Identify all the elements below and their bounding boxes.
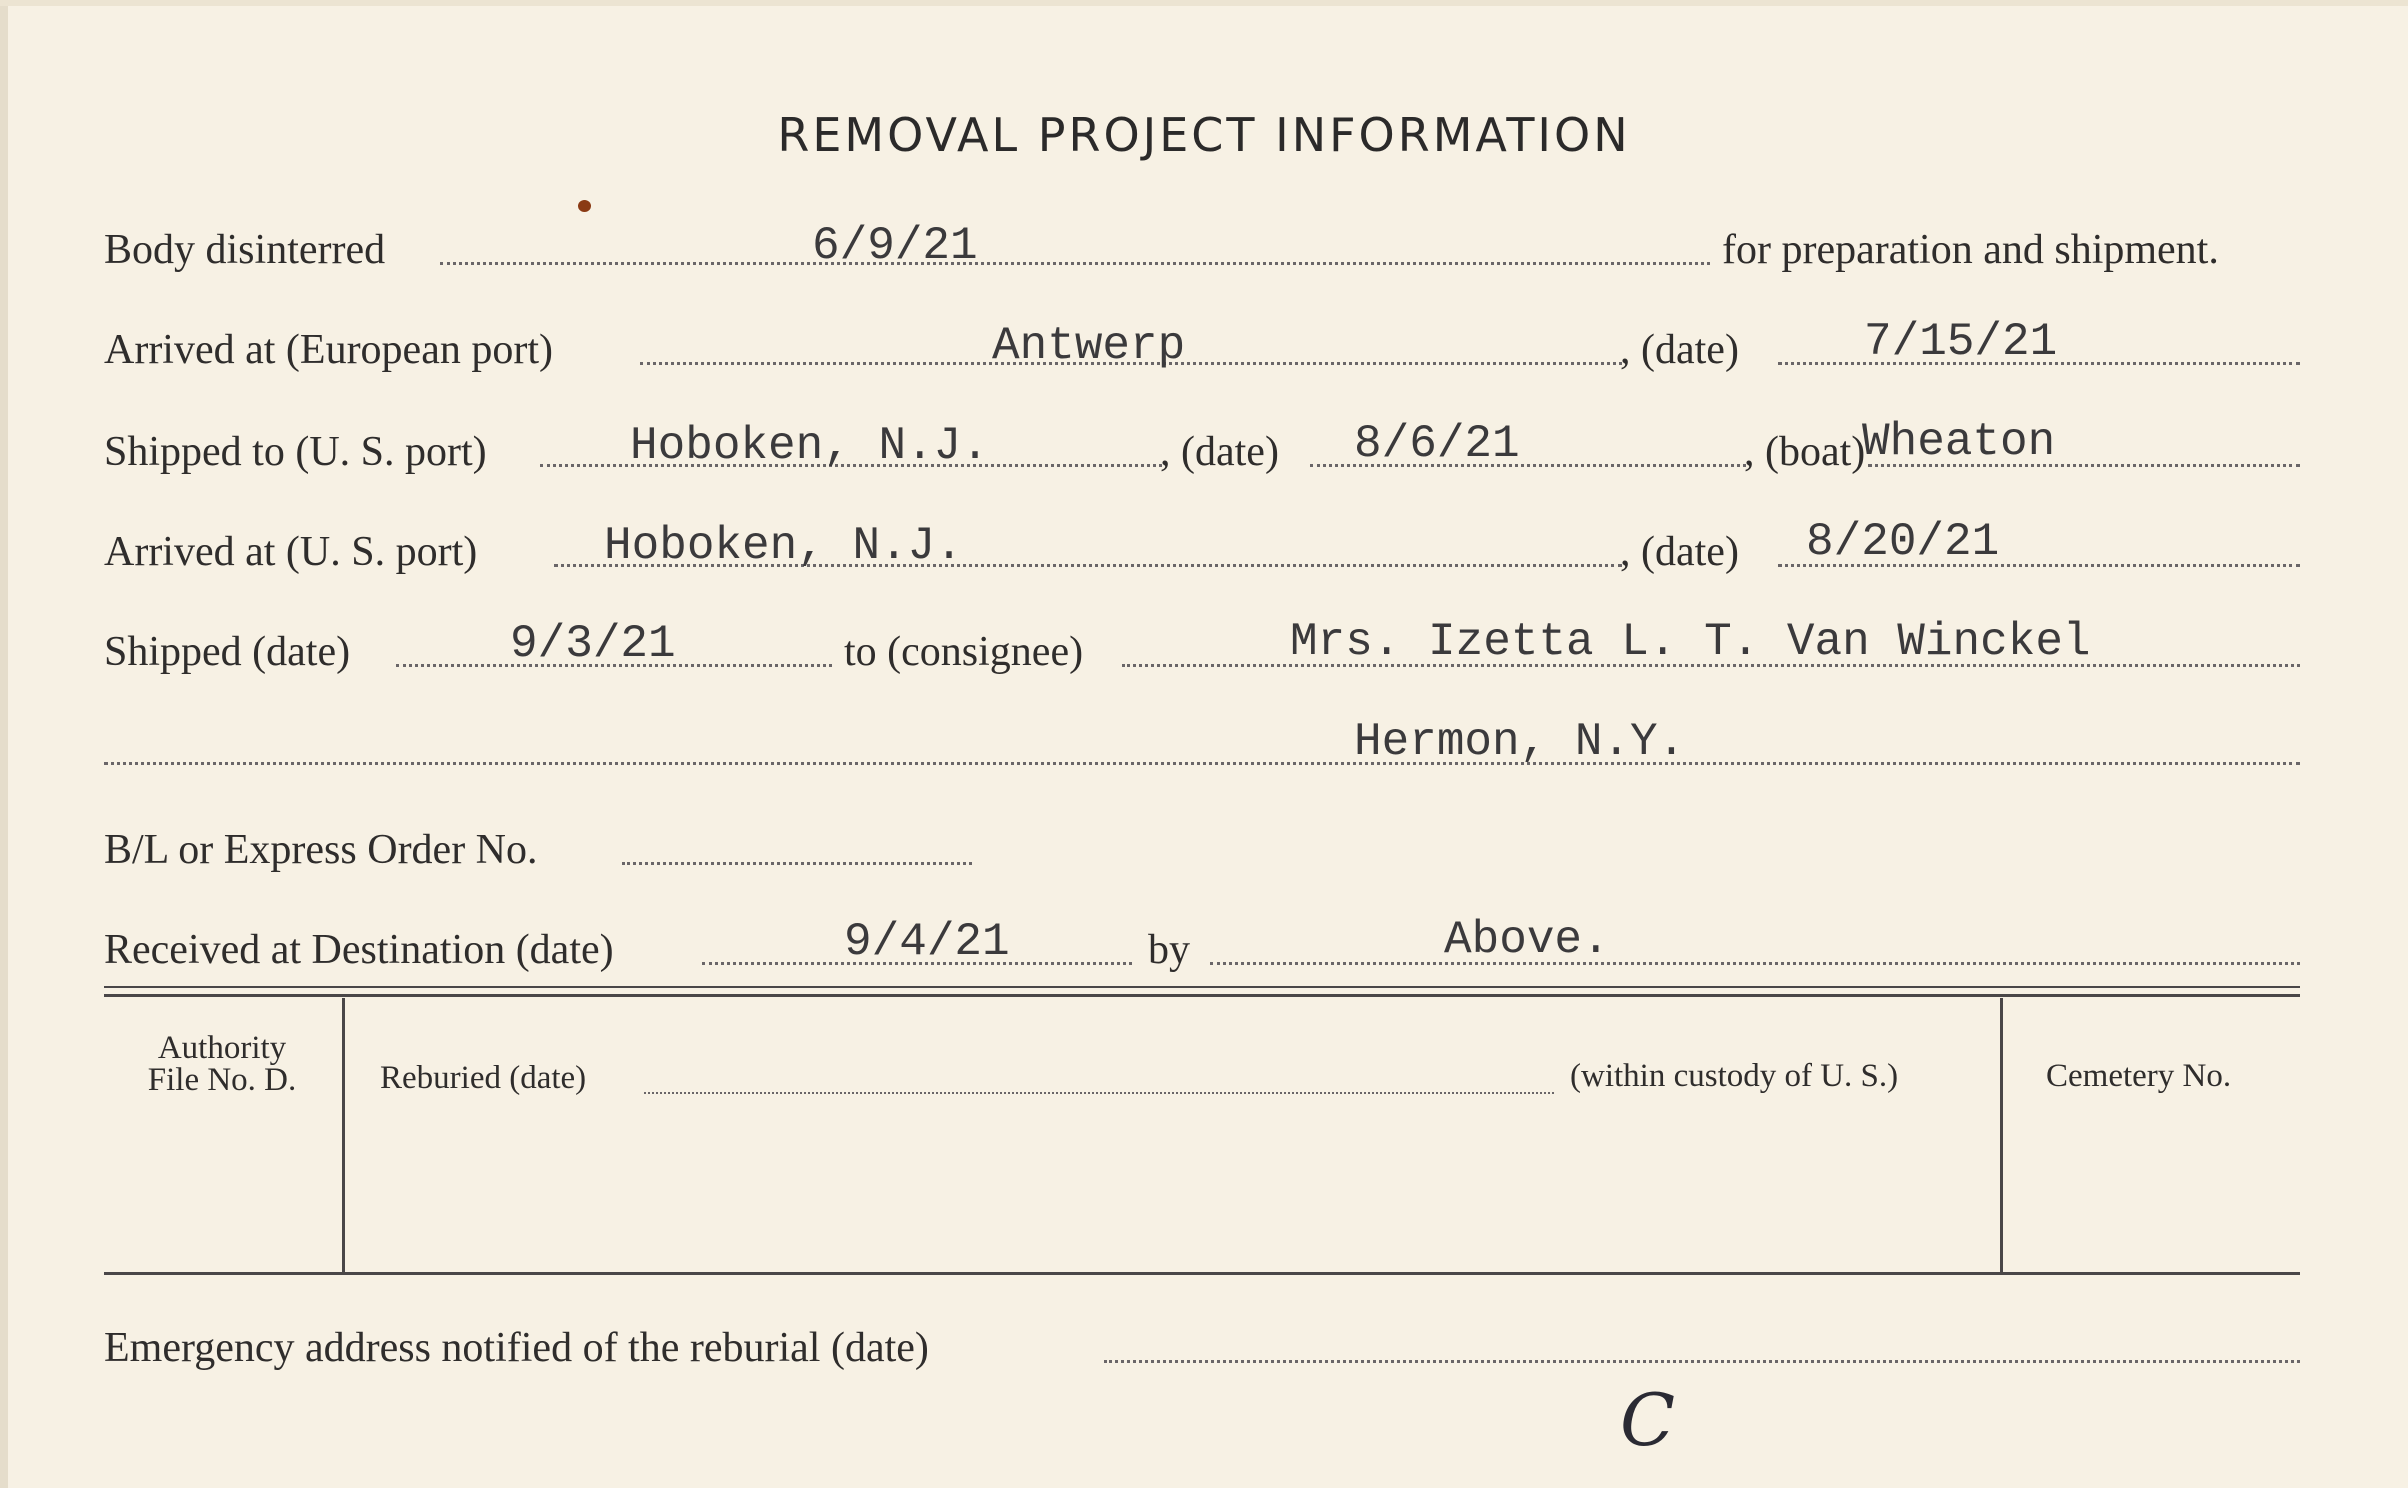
consignee-address: Hermon, N.Y. — [1354, 716, 1686, 768]
handwritten-initial: C — [1620, 1378, 1676, 1462]
arrived-europe-port: Antwerp — [992, 320, 1186, 372]
reburied-label: Reburied (date) — [380, 1060, 587, 1096]
reburied-line — [644, 1092, 1554, 1094]
emergency-line — [1104, 1360, 2300, 1363]
shipped-us-port: Hoboken, N.J. — [630, 420, 989, 472]
shipped-us-date-label: , (date) — [1160, 429, 1279, 475]
shipped-us-boat-label: , (boat) — [1744, 429, 1866, 475]
received-by: Above. — [1444, 914, 1610, 966]
table-divider-1 — [342, 998, 345, 1272]
consignee-label: to (consignee) — [844, 629, 1084, 675]
card-title: REMOVAL PROJECT INFORMATION — [777, 108, 1631, 162]
table-top-rule-1 — [104, 986, 2300, 988]
received-label: Received at Destination (date) — [104, 927, 614, 973]
disinterred-suffix: for preparation and shipment. — [1722, 227, 2219, 273]
disinterred-date: 6/9/21 — [812, 220, 978, 272]
shipped-us-date: 8/6/21 — [1354, 418, 1520, 470]
shipped-date-label: Shipped (date) — [104, 629, 351, 675]
shipped-us-boat: Wheaton — [1862, 416, 2056, 468]
arrived-us-date-label: , (date) — [1620, 529, 1739, 575]
custody-label: (within custody of U. S.) — [1570, 1058, 1899, 1094]
authority-label-2: File No. D. — [147, 1062, 297, 1098]
table-top-rule-2 — [104, 994, 2300, 997]
received-date: 9/4/21 — [844, 916, 1010, 968]
card-edge-top — [0, 0, 2408, 6]
shipped-date: 9/3/21 — [510, 618, 676, 670]
card-edge-left — [0, 0, 8, 1488]
disinterred-label: Body disinterred — [104, 227, 386, 273]
table-bottom-rule — [104, 1272, 2300, 1275]
received-by-label: by — [1148, 927, 1190, 973]
cemetery-label: Cemetery No. — [2046, 1058, 2232, 1094]
disinterred-line — [440, 262, 1710, 265]
table-divider-2 — [2000, 998, 2003, 1272]
received-by-line — [1210, 962, 2300, 965]
consignee-name: Mrs. Izetta L. T. Van Winckel — [1290, 616, 2091, 668]
authority-label-1: Authority — [157, 1030, 287, 1066]
arrived-us-label: Arrived at (U. S. port) — [104, 529, 478, 575]
bl-label: B/L or Express Order No. — [104, 827, 538, 873]
arrived-us-port: Hoboken, N.J. — [604, 520, 963, 572]
ink-blot — [578, 200, 591, 212]
arrived-europe-date-label: , (date) — [1620, 327, 1739, 373]
bl-line — [622, 862, 972, 865]
arrived-us-date: 8/20/21 — [1806, 516, 2000, 568]
arrived-europe-label: Arrived at (European port) — [104, 327, 553, 373]
address-line — [104, 762, 2300, 765]
emergency-label: Emergency address notified of the reburial (date) — [104, 1325, 929, 1371]
arrived-europe-date: 7/15/21 — [1864, 316, 2058, 368]
shipped-us-label: Shipped to (U. S. port) — [104, 429, 487, 475]
